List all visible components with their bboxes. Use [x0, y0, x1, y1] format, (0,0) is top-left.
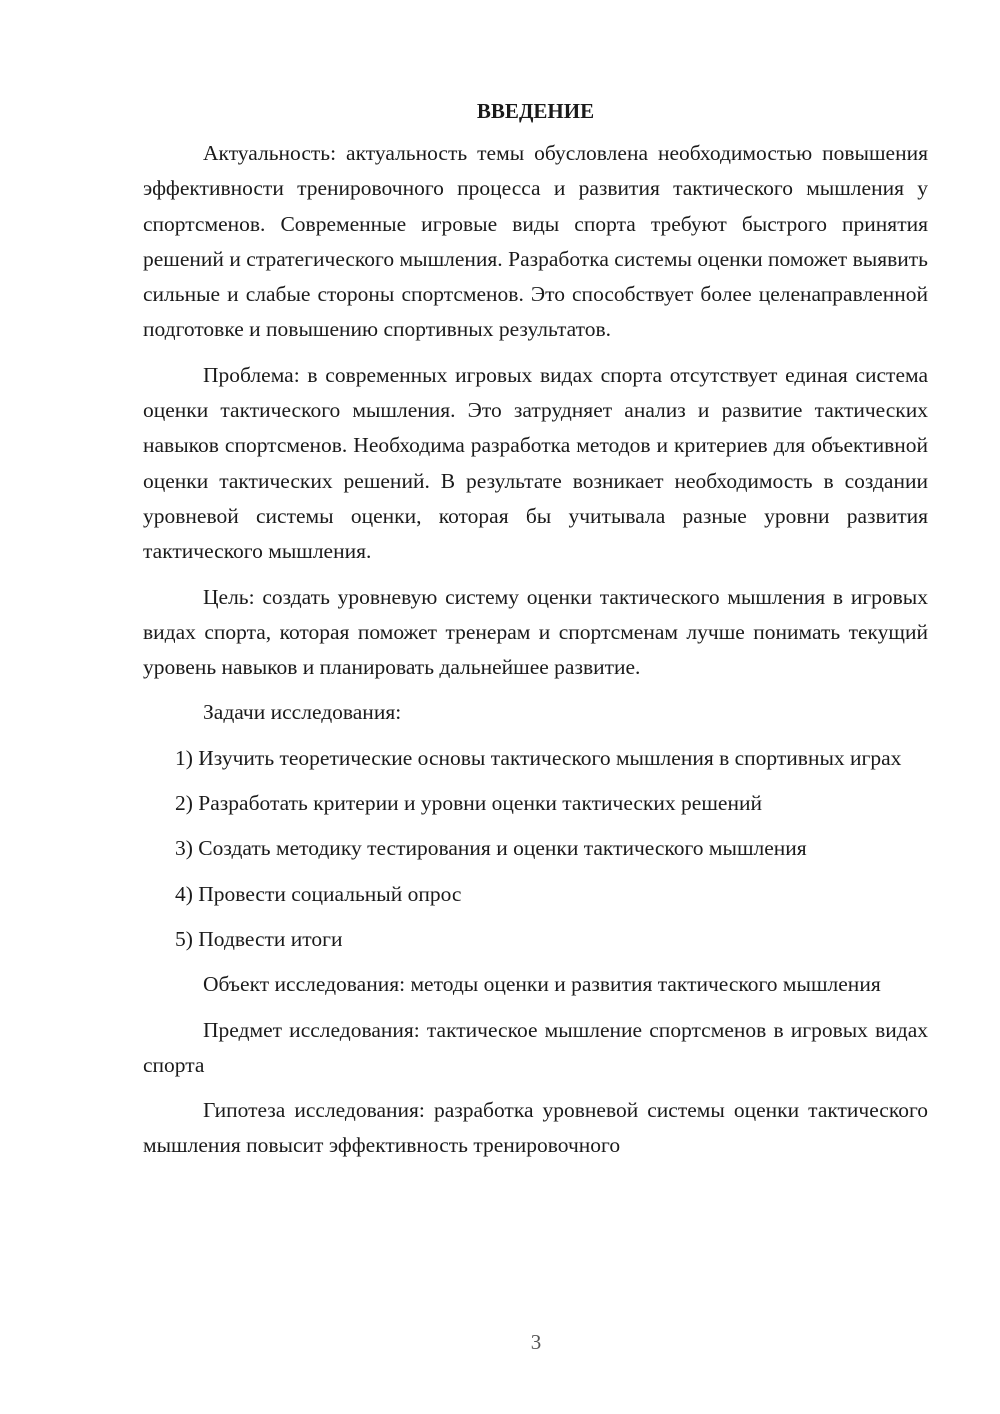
paragraph-object: Объект исследования: методы оценки и развития тактического мышления — [203, 972, 881, 997]
page-number: 3 — [530, 1330, 542, 1354]
paragraph-hypothesis: Гипотеза исследования: разработка уровневой системы оценки тактического мышления повысит эффективность тренировочного — [143, 1098, 928, 1158]
task-item-5: 5) Подвести итоги — [175, 926, 343, 951]
paragraph-subject: Предмет исследования: тактическое мышление спортсменов в игровых видах спорта — [143, 1017, 928, 1077]
task-item-1: 1) Изучить теоретические основы тактического мышления в спортивных играх — [175, 745, 902, 770]
task-item-4: 4) Провести социальный опрос — [175, 881, 462, 906]
paragraph-goal: Цель: создать уровневую систему оценки тактического мышления в игровых видах спорта, которая поможет тренерам и спортсменам лучше понимать текущий уровень навыков и планировать дальнейшее развитие. — [143, 584, 928, 680]
paragraph-relevance: Актуальность: актуальность темы обусловлена необходимостью повышения эффективности тренировочного процесса и развития тактического мышления у спортсменов. Современные игровые виды спорта требуют быстрого принятия решений и стратегического мышления. Разработка системы оценки поможет выявить сильные и слабые стороны спортсменов. Это способствует более целенаправленной подготовке и повышению спортивных результатов. — [143, 141, 928, 342]
page-title: ВВЕДЕНИЕ — [476, 99, 595, 123]
task-item-3: 3) Создать методику тестирования и оценки тактического мышления — [175, 836, 807, 861]
task-item-2: 2) Разработать критерии и уровни оценки тактических решений — [175, 791, 762, 816]
tasks-heading: Задачи исследования: — [203, 700, 402, 725]
document-page — [143, 96, 928, 1174]
paragraph-problem: Проблема: в современных игровых видах спорта отсутствует единая система оценки тактического мышления. Это затрудняет анализ и развитие тактических навыков спортсменов. Необходима разработка методов и критериев для объективной оценки тактических решений. В результате возникает необходимость в создании уровневой системы оценки, которая бы учитывала разные уровни развития тактического мышления. — [143, 362, 928, 564]
